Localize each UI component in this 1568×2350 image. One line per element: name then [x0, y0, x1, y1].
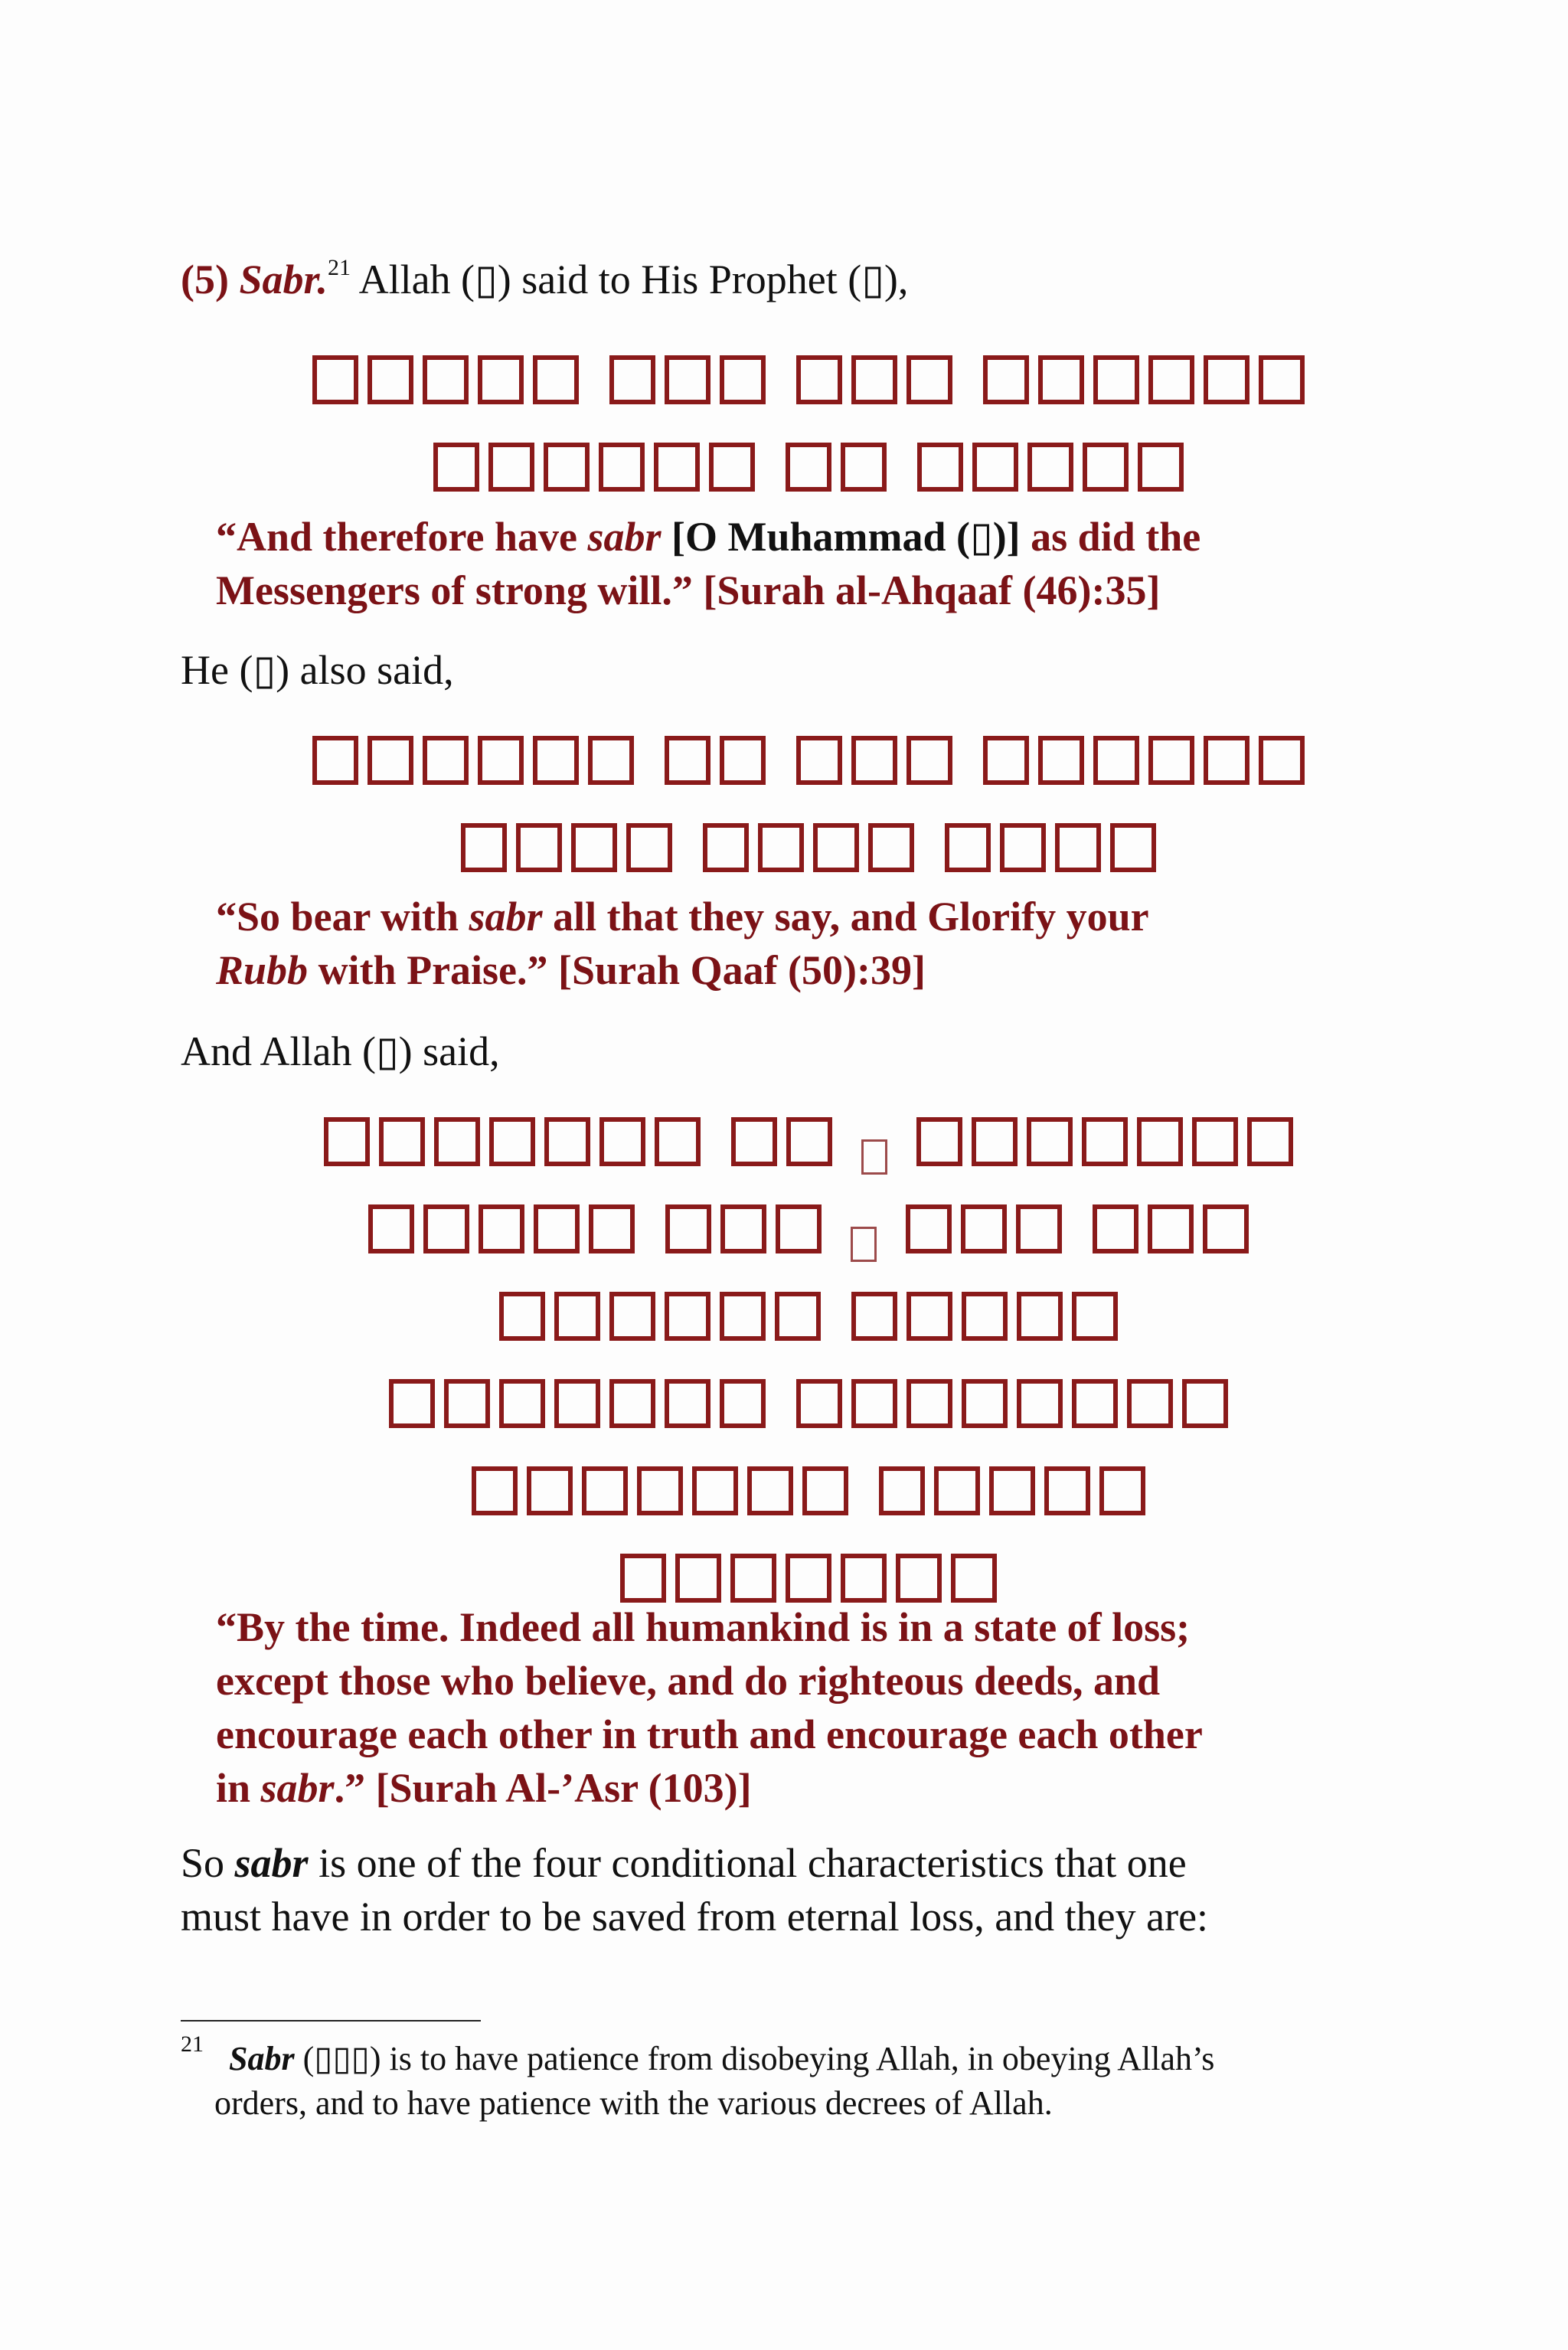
footnote-term: Sabr [229, 2040, 295, 2077]
closing-term: sabr [234, 1840, 309, 1886]
quote-text: with Praise.” [Surah Qaaf (50):39] [308, 947, 926, 993]
missing-glyph [730, 1554, 776, 1603]
missing-glyph [709, 443, 755, 492]
missing-glyph [841, 1554, 887, 1603]
ayah-line [181, 1355, 1436, 1443]
missing-glyph [527, 1466, 573, 1515]
missing-glyph [1259, 355, 1305, 404]
ayah-marker-glyph [851, 1227, 877, 1262]
ayah-word [605, 332, 770, 419]
missing-glyph [1093, 736, 1139, 785]
quote-term: Rubb [216, 947, 309, 993]
missing-glyph [368, 736, 413, 785]
missing-glyph [1000, 823, 1046, 872]
missing-glyph [533, 355, 579, 404]
missing-glyph [802, 1466, 848, 1515]
section-number: (5) [181, 257, 229, 302]
missing-glyph [489, 1117, 535, 1166]
missing-glyph [324, 1117, 370, 1166]
footnote-text: orders, and to have patience with the various decrees of Allah. [214, 2084, 1053, 2122]
ayah-line [181, 1093, 1436, 1181]
missing-glyph [917, 443, 963, 492]
missing-glyph [1027, 443, 1073, 492]
missing-glyph [1016, 1204, 1062, 1253]
missing-glyph [962, 1292, 1008, 1341]
ayah-word [727, 1093, 837, 1181]
closing-text: is one of the four conditional characteristics that one [308, 1840, 1187, 1886]
ayah-word [308, 332, 583, 419]
ayah-line [181, 419, 1436, 506]
missing-glyph [1038, 736, 1084, 785]
missing-glyph [983, 736, 1029, 785]
honorific-glyph: ▯ [475, 257, 498, 302]
missing-glyph [1038, 355, 1084, 404]
missing-glyph [472, 1466, 518, 1515]
missing-glyph [609, 1292, 655, 1341]
missing-glyph [972, 443, 1018, 492]
missing-glyph [775, 1292, 821, 1341]
missing-glyph [589, 1204, 635, 1253]
ayah-word [384, 1355, 770, 1443]
missing-glyph [851, 355, 897, 404]
footnote-text: is to have patience from disobeying Allah, in obeying Allah’s [381, 2040, 1215, 2077]
ayah-arabic-2 [181, 712, 1436, 887]
honorific-glyph: ▯ [861, 257, 884, 302]
missing-glyph [534, 1204, 580, 1253]
quote-text: Messengers of strong will.” [Surah al-Ahqaaf (46):35] [216, 567, 1161, 613]
ayah-word [913, 419, 1188, 506]
missing-glyph [692, 1466, 738, 1515]
missing-glyph [478, 736, 524, 785]
missing-glyph [1204, 355, 1250, 404]
quote-text: “And therefore have [216, 514, 588, 560]
missing-glyph [1072, 1292, 1118, 1341]
section-intro [181, 253, 1436, 306]
missing-glyph [1203, 1204, 1249, 1253]
quote-term: sabr [587, 514, 662, 560]
missing-glyph [796, 1379, 842, 1428]
ayah-word [781, 419, 891, 506]
quote-text: .” [Surah Al-’Asr (103)] [334, 1765, 752, 1811]
quote-text: except those who believe, and do righteous deeds, and [216, 1658, 1161, 1704]
missing-glyph [1027, 1117, 1073, 1166]
footnote-divider [181, 2020, 481, 2022]
missing-glyph [665, 355, 710, 404]
ayah-word [319, 1093, 705, 1181]
ayah-word [901, 1181, 1067, 1268]
missing-glyph [499, 1379, 545, 1428]
missing-glyph [731, 1117, 777, 1166]
ayah-word [698, 799, 919, 887]
missing-glyph [720, 1292, 766, 1341]
missing-glyph [906, 736, 952, 785]
intro-text: ), [884, 257, 909, 302]
ayah-marker-glyph [861, 1139, 887, 1175]
missing-glyph [972, 1117, 1018, 1166]
missing-glyph [1182, 1379, 1228, 1428]
quote-term: sabr [260, 1765, 335, 1811]
missing-glyph [1259, 736, 1305, 785]
missing-glyph [675, 1554, 721, 1603]
missing-glyph [841, 443, 887, 492]
ayah-word [792, 712, 957, 799]
missing-glyph [786, 1554, 831, 1603]
ayah-word [792, 1355, 1233, 1443]
missing-glyph [478, 355, 524, 404]
missing-glyph [499, 1292, 545, 1341]
ayah-line [181, 712, 1436, 799]
missing-glyph [906, 1292, 952, 1341]
missing-glyph [1072, 1379, 1118, 1428]
quote-text: encourage each other in truth and encourage each other [216, 1711, 1203, 1757]
missing-glyph [813, 823, 859, 872]
missing-glyph [945, 823, 991, 872]
missing-glyph [1017, 1379, 1063, 1428]
quote-text: all that they say, and Glorify your [542, 894, 1149, 940]
missing-glyph [1017, 1292, 1063, 1341]
ayah-line [181, 799, 1436, 887]
missing-glyph [582, 1466, 628, 1515]
missing-glyph [989, 1466, 1035, 1515]
missing-glyph [655, 1117, 701, 1166]
missing-glyph [1148, 355, 1194, 404]
missing-glyph [879, 1466, 925, 1515]
missing-glyph [1148, 1204, 1194, 1253]
missing-glyph [599, 443, 645, 492]
missing-glyph [609, 1379, 655, 1428]
missing-glyph [896, 1554, 942, 1603]
missing-glyph [796, 355, 842, 404]
missing-glyph [312, 355, 358, 404]
missing-glyph [620, 1554, 666, 1603]
closing-text: So [181, 1840, 235, 1886]
missing-glyph [533, 736, 579, 785]
missing-glyph [434, 1117, 480, 1166]
missing-glyph [1110, 823, 1156, 872]
ayah-word [792, 332, 957, 419]
missing-glyph [906, 1379, 952, 1428]
missing-glyph [665, 736, 710, 785]
missing-glyph [776, 1204, 822, 1253]
missing-glyph [479, 1204, 524, 1253]
missing-glyph [1127, 1379, 1173, 1428]
missing-glyph [665, 1292, 710, 1341]
missing-glyph [609, 355, 655, 404]
footnote [181, 2031, 1436, 2126]
ayah-word [495, 1268, 825, 1355]
missing-glyph [423, 736, 469, 785]
intro-text: ) said to His Prophet ( [497, 257, 862, 302]
closing-text: must have in order to be saved from eternal loss, and they are: [181, 1894, 1209, 1940]
ayah-word [1088, 1181, 1253, 1268]
quote-text: in [216, 1765, 261, 1811]
missing-glyph [516, 823, 562, 872]
missing-glyph [1099, 1466, 1145, 1515]
ayah-word [429, 419, 760, 506]
missing-glyph [554, 1292, 600, 1341]
quote-translation-1 [216, 510, 1349, 617]
ayah-line [181, 1443, 1436, 1530]
missing-glyph [1148, 736, 1194, 785]
missing-glyph [851, 736, 897, 785]
missing-glyph [571, 823, 617, 872]
ayah-line [181, 1268, 1436, 1355]
section-term: Sabr. [239, 257, 328, 302]
missing-glyph [851, 1292, 897, 1341]
missing-glyph [423, 355, 469, 404]
missing-glyph [433, 443, 479, 492]
missing-glyph [703, 823, 749, 872]
missing-glyph [544, 443, 590, 492]
missing-glyph [1044, 1466, 1090, 1515]
missing-glyph [934, 1466, 980, 1515]
ayah-word [912, 1093, 1298, 1181]
missing-glyph [951, 1554, 997, 1603]
missing-glyph [368, 1204, 414, 1253]
missing-glyph [1192, 1117, 1238, 1166]
missing-glyph [758, 823, 804, 872]
intro-3: And Allah (▯) said, [181, 1028, 500, 1074]
missing-glyph [720, 1204, 766, 1253]
missing-glyph [1082, 1117, 1128, 1166]
ayah-word [661, 1181, 826, 1268]
missing-glyph [1138, 443, 1184, 492]
quote-translation-2 [216, 890, 1349, 997]
missing-glyph [868, 823, 914, 872]
missing-glyph [389, 1379, 435, 1428]
ayah-word [456, 799, 677, 887]
footnote-number: 21 [181, 2031, 204, 2057]
ayah-word [978, 332, 1309, 419]
footnote-ref[interactable]: 21 [328, 255, 351, 280]
missing-glyph [906, 1204, 952, 1253]
missing-glyph [665, 1204, 711, 1253]
ayah-word [978, 712, 1309, 799]
intro-2: He (▯) also said, [181, 647, 454, 693]
missing-glyph [1247, 1117, 1293, 1166]
missing-glyph [444, 1379, 490, 1428]
ayah-word [874, 1443, 1150, 1530]
missing-glyph [1083, 443, 1129, 492]
ayah-word [467, 1443, 853, 1530]
missing-glyph [379, 1117, 425, 1166]
missing-glyph [720, 1379, 766, 1428]
missing-glyph [423, 1204, 469, 1253]
footnote-text: (▯▯▯) [294, 2040, 381, 2077]
missing-glyph [720, 736, 766, 785]
missing-glyph [637, 1466, 683, 1515]
missing-glyph [554, 1379, 600, 1428]
missing-glyph [851, 1379, 897, 1428]
intro-text: Allah ( [351, 257, 475, 302]
missing-glyph [626, 823, 672, 872]
missing-glyph [599, 1117, 645, 1166]
missing-glyph [916, 1117, 962, 1166]
ayah-word [940, 799, 1161, 887]
ayah-word [364, 1181, 639, 1268]
ayah-line [181, 332, 1436, 419]
missing-glyph [461, 823, 507, 872]
missing-glyph [906, 355, 952, 404]
missing-glyph [488, 443, 534, 492]
quote-bracket: [O Muhammad (▯)] [661, 514, 1021, 560]
missing-glyph [1137, 1117, 1183, 1166]
missing-glyph [1055, 823, 1101, 872]
ayah-line [181, 1181, 1436, 1268]
missing-glyph [1093, 1204, 1138, 1253]
ayah-arabic-1 [181, 332, 1436, 506]
missing-glyph [786, 1117, 832, 1166]
missing-glyph [720, 355, 766, 404]
closing-paragraph [181, 1836, 1436, 1943]
missing-glyph [312, 736, 358, 785]
quote-text: “So bear with [216, 894, 469, 940]
missing-glyph [1093, 355, 1139, 404]
missing-glyph [654, 443, 700, 492]
quote-term: sabr [469, 894, 543, 940]
missing-glyph [962, 1379, 1008, 1428]
missing-glyph [961, 1204, 1007, 1253]
ayah-word [847, 1268, 1122, 1355]
missing-glyph [747, 1466, 793, 1515]
missing-glyph [786, 443, 831, 492]
ayah-arabic-3 [181, 1093, 1436, 1617]
ayah-word [308, 712, 639, 799]
missing-glyph [588, 736, 634, 785]
missing-glyph [665, 1379, 710, 1428]
missing-glyph [368, 355, 413, 404]
missing-glyph [544, 1117, 590, 1166]
ayah-word [660, 712, 770, 799]
missing-glyph [796, 736, 842, 785]
quote-translation-3 [216, 1600, 1349, 1815]
quote-text: “By the time. Indeed all humankind is in a state of loss; [216, 1604, 1191, 1650]
missing-glyph [983, 355, 1029, 404]
missing-glyph [1204, 736, 1250, 785]
quote-text: as did the [1020, 514, 1201, 560]
